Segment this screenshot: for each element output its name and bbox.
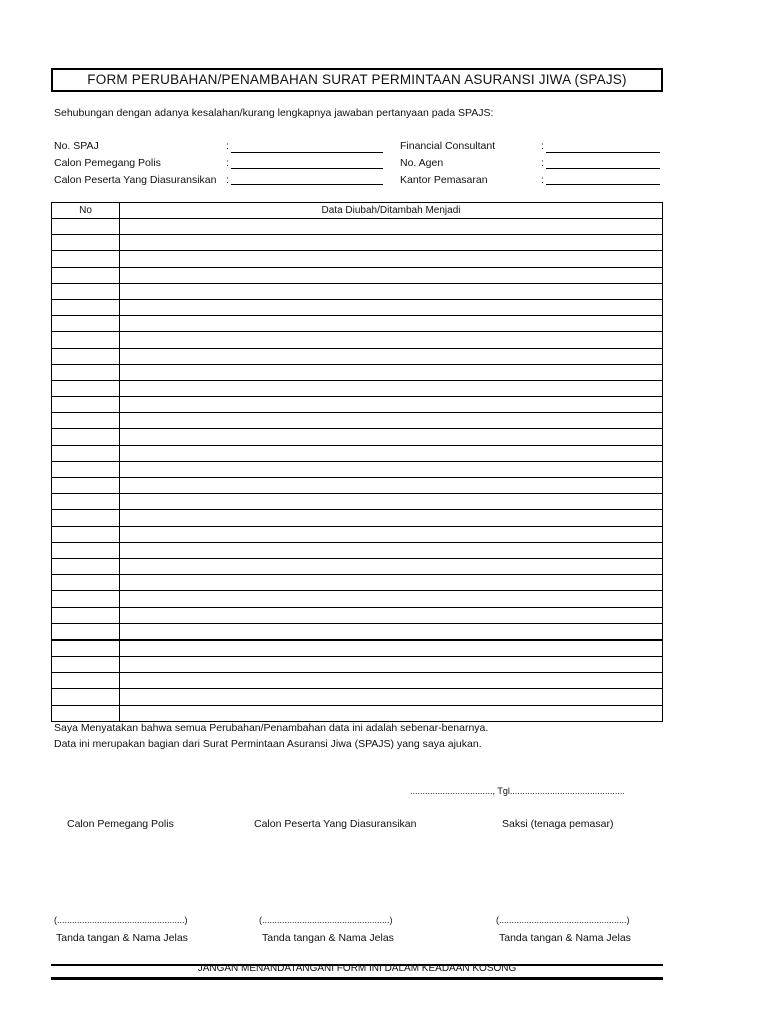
statement-line-2: Data ini merupakan bagian dari Surat Permintaan Asuransi Jiwa (SPAJS) yang saya ajukan. bbox=[54, 738, 482, 750]
table-row bbox=[52, 575, 663, 591]
table-row bbox=[52, 235, 663, 251]
label-kantor-pemasaran: Kantor Pemasaran bbox=[400, 174, 488, 186]
table-row bbox=[52, 429, 663, 445]
table-cell-data[interactable] bbox=[120, 413, 663, 429]
table-cell-data[interactable] bbox=[120, 657, 663, 673]
footer-warning: JANGAN MENANDATANGANI FORM INI DALAM KEADAAN KOSONG bbox=[197, 963, 517, 974]
table-row bbox=[52, 332, 663, 348]
table-cell-no[interactable] bbox=[52, 251, 120, 267]
table-cell-no[interactable] bbox=[52, 575, 120, 591]
table-row bbox=[52, 689, 663, 705]
table-cell-no[interactable] bbox=[52, 542, 120, 558]
table-row bbox=[52, 607, 663, 623]
table-cell-no[interactable] bbox=[52, 607, 120, 623]
table-cell-data[interactable] bbox=[120, 445, 663, 461]
table-cell-no[interactable] bbox=[52, 673, 120, 689]
colon: : bbox=[541, 140, 544, 152]
table-cell-data[interactable] bbox=[120, 673, 663, 689]
table-cell-no[interactable] bbox=[52, 657, 120, 673]
signature-caption: Tanda tangan & Nama Jelas bbox=[262, 932, 394, 944]
table-row bbox=[52, 219, 663, 235]
table-row bbox=[52, 316, 663, 332]
table-row bbox=[52, 478, 663, 494]
input-calon-pemegang-polis[interactable] bbox=[231, 168, 383, 169]
table-cell-data[interactable] bbox=[120, 607, 663, 623]
table-row bbox=[52, 510, 663, 526]
signatory-role-peserta: Calon Peserta Yang Diasuransikan bbox=[254, 818, 417, 830]
table-cell-data[interactable] bbox=[120, 380, 663, 396]
intro-text: Sehubungan dengan adanya kesalahan/kurang lengkapnya jawaban pertanyaan pada SPAJS: bbox=[54, 107, 494, 119]
table-cell-data[interactable] bbox=[120, 689, 663, 705]
table-cell-no[interactable] bbox=[52, 364, 120, 380]
colon: : bbox=[226, 140, 229, 152]
label-no-spaj: No. SPAJ bbox=[54, 140, 99, 152]
table-row bbox=[52, 558, 663, 574]
table-row bbox=[52, 640, 663, 657]
signature-field-saksi[interactable]: (...................................................) bbox=[496, 915, 630, 925]
table-cell-data[interactable] bbox=[120, 283, 663, 299]
table-header-no: No bbox=[52, 203, 120, 219]
table-cell-data[interactable] bbox=[120, 316, 663, 332]
table-cell-data[interactable] bbox=[120, 267, 663, 283]
table-cell-data[interactable] bbox=[120, 219, 663, 235]
table-header-data: Data Diubah/Ditambah Menjadi bbox=[120, 203, 663, 219]
table-cell-no[interactable] bbox=[52, 591, 120, 607]
table-cell-no[interactable] bbox=[52, 558, 120, 574]
table-cell-data[interactable] bbox=[120, 510, 663, 526]
table-cell-no[interactable] bbox=[52, 494, 120, 510]
table-cell-no[interactable] bbox=[52, 397, 120, 413]
table-cell-no[interactable] bbox=[52, 510, 120, 526]
table-cell-no[interactable] bbox=[52, 267, 120, 283]
table-cell-data[interactable] bbox=[120, 299, 663, 315]
table-row bbox=[52, 397, 663, 413]
table-cell-data[interactable] bbox=[120, 640, 663, 657]
table-cell-no[interactable] bbox=[52, 283, 120, 299]
table-cell-no[interactable] bbox=[52, 705, 120, 721]
table-cell-no[interactable] bbox=[52, 445, 120, 461]
input-calon-peserta[interactable] bbox=[231, 184, 383, 185]
table-row bbox=[52, 299, 663, 315]
table-cell-data[interactable] bbox=[120, 429, 663, 445]
table-cell-no[interactable] bbox=[52, 429, 120, 445]
table-row bbox=[52, 705, 663, 721]
statement-line-1: Saya Menyatakan bahwa semua Perubahan/Penambahan data ini adalah sebenar-benarnya. bbox=[54, 722, 489, 734]
change-table bbox=[51, 202, 663, 722]
table-row bbox=[52, 461, 663, 477]
signature-caption: Tanda tangan & Nama Jelas bbox=[499, 932, 631, 944]
table-cell-data[interactable] bbox=[120, 235, 663, 251]
table-cell-data[interactable] bbox=[120, 332, 663, 348]
colon: : bbox=[226, 174, 229, 186]
table-cell-no[interactable] bbox=[52, 689, 120, 705]
form-title: FORM PERUBAHAN/PENAMBAHAN SURAT PERMINTAAN ASURANSI JIWA (SPAJS) bbox=[51, 68, 663, 92]
input-no-spaj[interactable] bbox=[231, 152, 383, 153]
table-cell-data[interactable] bbox=[120, 542, 663, 558]
table-cell-no[interactable] bbox=[52, 348, 120, 364]
table-row bbox=[52, 445, 663, 461]
table-row bbox=[52, 494, 663, 510]
table-cell-no[interactable] bbox=[52, 219, 120, 235]
signature-caption: Tanda tangan & Nama Jelas bbox=[56, 932, 188, 944]
table-row bbox=[52, 526, 663, 542]
table-row bbox=[52, 364, 663, 380]
label-financial-consultant: Financial Consultant bbox=[400, 140, 496, 152]
table-cell-data[interactable] bbox=[120, 526, 663, 542]
signature-field-pemegang-polis[interactable]: (...................................................) bbox=[54, 915, 188, 925]
label-calon-pemegang-polis: Calon Pemegang Polis bbox=[54, 157, 161, 169]
footer-divider-bottom bbox=[51, 977, 663, 980]
table-cell-data[interactable] bbox=[120, 478, 663, 494]
table-row bbox=[52, 623, 663, 640]
table-row bbox=[52, 413, 663, 429]
table-cell-no[interactable] bbox=[52, 478, 120, 494]
table-row bbox=[52, 673, 663, 689]
table-row bbox=[52, 542, 663, 558]
signatory-role-saksi: Saksi (tenaga pemasar) bbox=[502, 818, 614, 830]
table-cell-no[interactable] bbox=[52, 299, 120, 315]
table-cell-no[interactable] bbox=[52, 380, 120, 396]
input-no-agen[interactable] bbox=[546, 168, 660, 169]
table-cell-no[interactable] bbox=[52, 623, 120, 640]
table-cell-no[interactable] bbox=[52, 526, 120, 542]
table-cell-no[interactable] bbox=[52, 640, 120, 657]
table-cell-data[interactable] bbox=[120, 364, 663, 380]
table-header-row bbox=[52, 203, 663, 219]
table-cell-no[interactable] bbox=[52, 316, 120, 332]
table-row bbox=[52, 283, 663, 299]
table-row bbox=[52, 267, 663, 283]
table-cell-data[interactable] bbox=[120, 397, 663, 413]
colon: : bbox=[541, 157, 544, 169]
table-cell-data[interactable] bbox=[120, 494, 663, 510]
table-cell-data[interactable] bbox=[120, 623, 663, 640]
table-row bbox=[52, 380, 663, 396]
table-cell-data[interactable] bbox=[120, 461, 663, 477]
signature-field-peserta[interactable]: (...................................................) bbox=[259, 915, 393, 925]
label-no-agen: No. Agen bbox=[400, 157, 444, 169]
table-cell-no[interactable] bbox=[52, 461, 120, 477]
place-date-field[interactable]: ................................., Tgl.............................................. bbox=[410, 786, 625, 796]
colon: : bbox=[226, 157, 229, 169]
table-cell-no[interactable] bbox=[52, 332, 120, 348]
table-cell-data[interactable] bbox=[120, 705, 663, 721]
table-row bbox=[52, 591, 663, 607]
table-row bbox=[52, 348, 663, 364]
table-cell-data[interactable] bbox=[120, 591, 663, 607]
table-cell-no[interactable] bbox=[52, 413, 120, 429]
input-kantor-pemasaran[interactable] bbox=[546, 184, 660, 185]
table-cell-no[interactable] bbox=[52, 235, 120, 251]
signatory-role-pemegang-polis: Calon Pemegang Polis bbox=[67, 818, 174, 830]
input-financial-consultant[interactable] bbox=[546, 152, 660, 153]
label-calon-peserta: Calon Peserta Yang Diasuransikan bbox=[54, 174, 217, 186]
table-cell-data[interactable] bbox=[120, 558, 663, 574]
table-row bbox=[52, 251, 663, 267]
table-cell-data[interactable] bbox=[120, 575, 663, 591]
table-cell-data[interactable] bbox=[120, 348, 663, 364]
table-cell-data[interactable] bbox=[120, 251, 663, 267]
colon: : bbox=[541, 174, 544, 186]
table-row bbox=[52, 657, 663, 673]
